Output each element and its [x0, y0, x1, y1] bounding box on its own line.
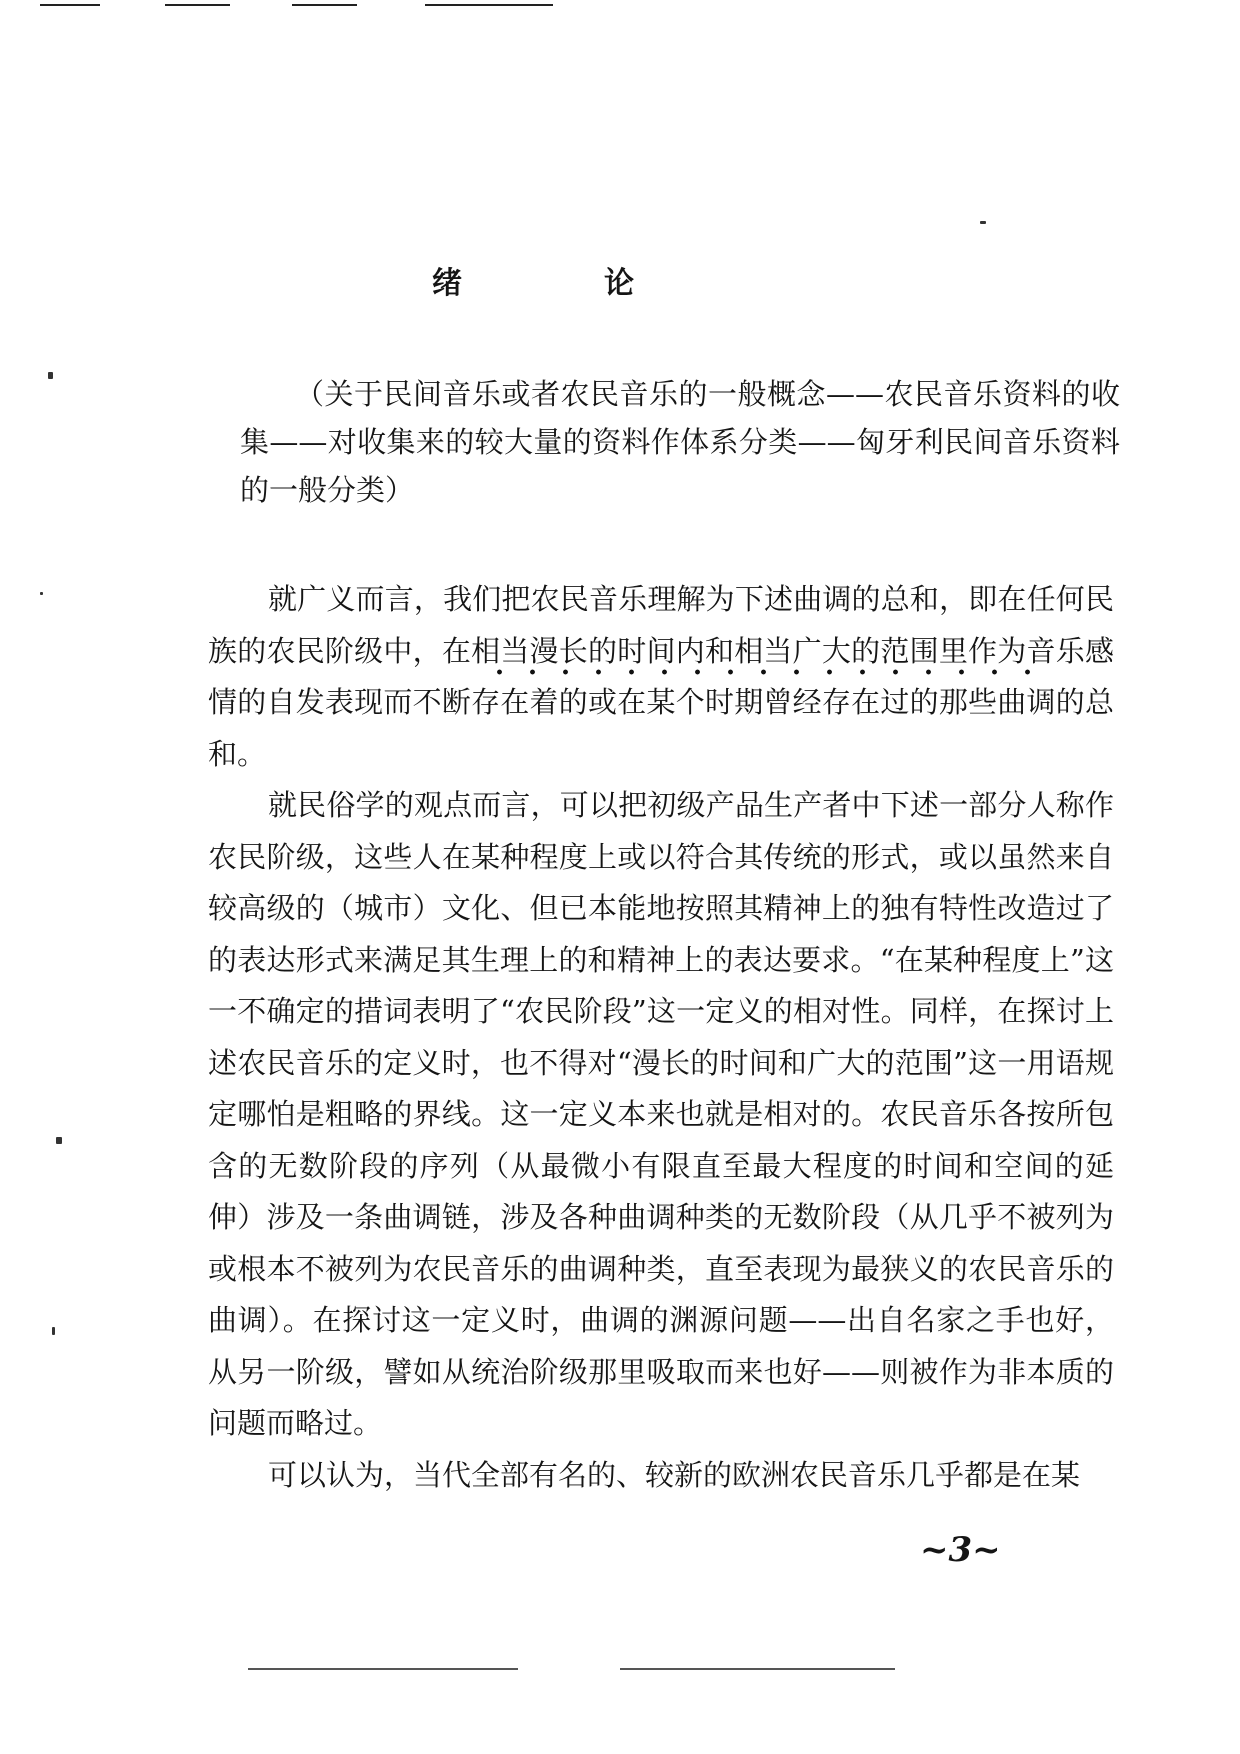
bottom-rule	[620, 1668, 895, 1670]
scan-speck	[52, 1327, 55, 1335]
scan-speck	[980, 221, 986, 224]
scan-speck	[48, 372, 53, 379]
top-rule	[165, 4, 230, 6]
scan-speck	[56, 1137, 62, 1144]
paragraph: 就广义而言，我们把农民音乐理解为下述曲调的总和，即在任何民族的农民阶级中，在相当漫长的时间内和相当广大的范围里作为音乐感情的自发表现而不断存在着的或在某个时期曾经存在过的那些曲调的总和。	[208, 582, 1114, 771]
chapter-title-char-1: 绪	[432, 266, 462, 301]
bottom-rule	[248, 1668, 518, 1670]
paragraph: 可以认为，当代全部有名的、较新的欧洲农民音乐几乎都是在某	[268, 1457, 1081, 1492]
chapter-title	[0, 258, 1240, 302]
paragraph: 就民俗学的观点而言，可以把初级产品生产者中下述一部分人称作农民阶级，这些人在某种程度上或以符合其传统的形式，或以虽然来自较高级的（城市）文化、但已本能地按照其精神上的独有特性改造过了的表达形式来满足其生理上的和精神上的表达要求。“在某种程度上”这一不确定的措词表明了“农民阶段”这一定义的相对性。同样，在探讨上述农民音乐的定义时，也不得对“漫长的时间和广大的范围”这一用语规定哪怕是粗略的界线。这一定义本来也就是相对的。农民音乐各按所包含的无数阶段的序列（从最微小有限直至最大程度的时间和空间的延伸）涉及一条曲调链，涉及各种曲调种类的无数阶段（从几乎不被列为或根本不被列为农民音乐的曲调种类，直至表现为最狭义的农民音乐的曲调）。在探讨这一定义时，曲调的渊源问题——出自名家之手也好，从另一阶级，譬如从统治阶级那里吸取而来也好——则被作为非本质的问题而略过。	[208, 788, 1114, 1440]
page-number: ~3~	[920, 1530, 1001, 1570]
top-rule	[425, 4, 553, 6]
scan-speck	[40, 592, 43, 595]
chapter-summary: （关于民间音乐或者农民音乐的一般概念——农民音乐资料的收集——对收集来的较大量的资料作体系分类——匈牙利民间音乐资料的一般分类）	[240, 377, 1120, 507]
top-rule	[292, 4, 357, 6]
chapter-title-char-2: 论	[604, 266, 634, 301]
top-rule	[40, 4, 100, 6]
body-text	[208, 574, 1114, 1501]
